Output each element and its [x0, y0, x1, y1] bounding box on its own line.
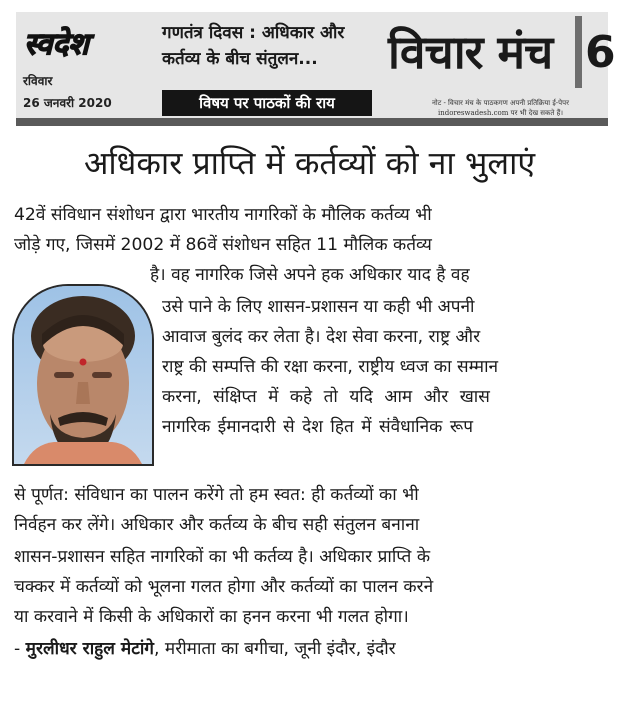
article-line: जोड़े गए, जिसमें 2002 में 86वें संशोधन सहित 11 मौलिक कर्तव्य	[14, 235, 432, 255]
portrait-icon	[14, 286, 152, 464]
article-line: निर्वहन कर लेंगे। अधिकार और कर्तव्य के बीच सही संतुलन बनाना	[14, 515, 420, 535]
article-line: चक्कर में कर्तव्यों को भूलना गलत होगा और कर्तव्यों का पालन करने	[14, 577, 434, 597]
byline-dash: -	[14, 639, 26, 659]
article-line: से पूर्णत: संविधान का पालन करेंगे तो हम स्वत: ही कर्तव्यों का भी	[14, 485, 419, 505]
note-line-2[interactable]: indoreswadesh.com पर भी देख सकते हैं।	[437, 109, 564, 117]
article-line: है। वह नागरिक जिसे अपने हक अधिकार याद है वह	[150, 265, 470, 285]
topic-label: विषय पर पाठकों की राय	[162, 90, 372, 116]
reader-note	[398, 98, 603, 118]
author-photo	[12, 284, 154, 466]
swadesh-logo	[22, 22, 140, 62]
logo-text: स्वदेश	[24, 27, 89, 62]
article-line: शासन-प्रशासन सहित नागरिकों का भी कर्तव्य है। अधिकार प्राप्ति के	[14, 547, 431, 567]
article-line: 42वें संविधान संशोधन द्वारा भारतीय नागरिकों के मौलिक कर्तव्य भी	[14, 205, 432, 225]
note-line-1: नोट - विचार मंच के पाठकगण अपनी प्रतिक्रिया ई-पेपर	[432, 99, 569, 107]
article-line: या करवाने में किसी के अधिकारों का हनन करना भी गलत होगा।	[14, 607, 409, 627]
author-address: , मरीमाता का बगीचा, जूनी इंदौर, इंदौर	[153, 639, 396, 659]
article-line: आवाज बुलंद कर लेता है। देश सेवा करना, राष्ट्र और	[162, 327, 481, 347]
article-line: नागरिक ईमानदारी से देश हित में संवैधानिक रूप	[162, 417, 473, 437]
article-line: उसे पाने के लिए शासन-प्रशासन या कही भी अपनी	[162, 297, 475, 317]
article-headline: अधिकार प्राप्ति में कर्तव्यों को ना भुलाएं	[83, 144, 536, 182]
teaser-headline	[162, 20, 382, 72]
page-number: 6	[585, 27, 616, 78]
author-name: मुरलीधर राहुल मेटांगे	[25, 639, 154, 659]
section-divider	[575, 16, 582, 88]
section-title: विचार मंच	[388, 25, 553, 79]
day-label: रविवार	[23, 74, 53, 88]
date-label: 26 जनवरी 2020	[23, 96, 112, 110]
teaser-line-1: गणतंत्र दिवस : अधिकार और	[162, 23, 345, 43]
article-line: राष्ट्र की सम्पत्ति की रक्षा करना, राष्ट्रीय ध्वज का सम्मान	[162, 357, 499, 377]
header-divider-bar	[16, 118, 608, 126]
byline	[14, 636, 606, 662]
teaser-line-2: कर्तव्य के बीच संतुलन...	[162, 49, 318, 69]
article-line: करना, संक्षिप्त में कहे तो यदि आम और खास	[162, 387, 490, 407]
